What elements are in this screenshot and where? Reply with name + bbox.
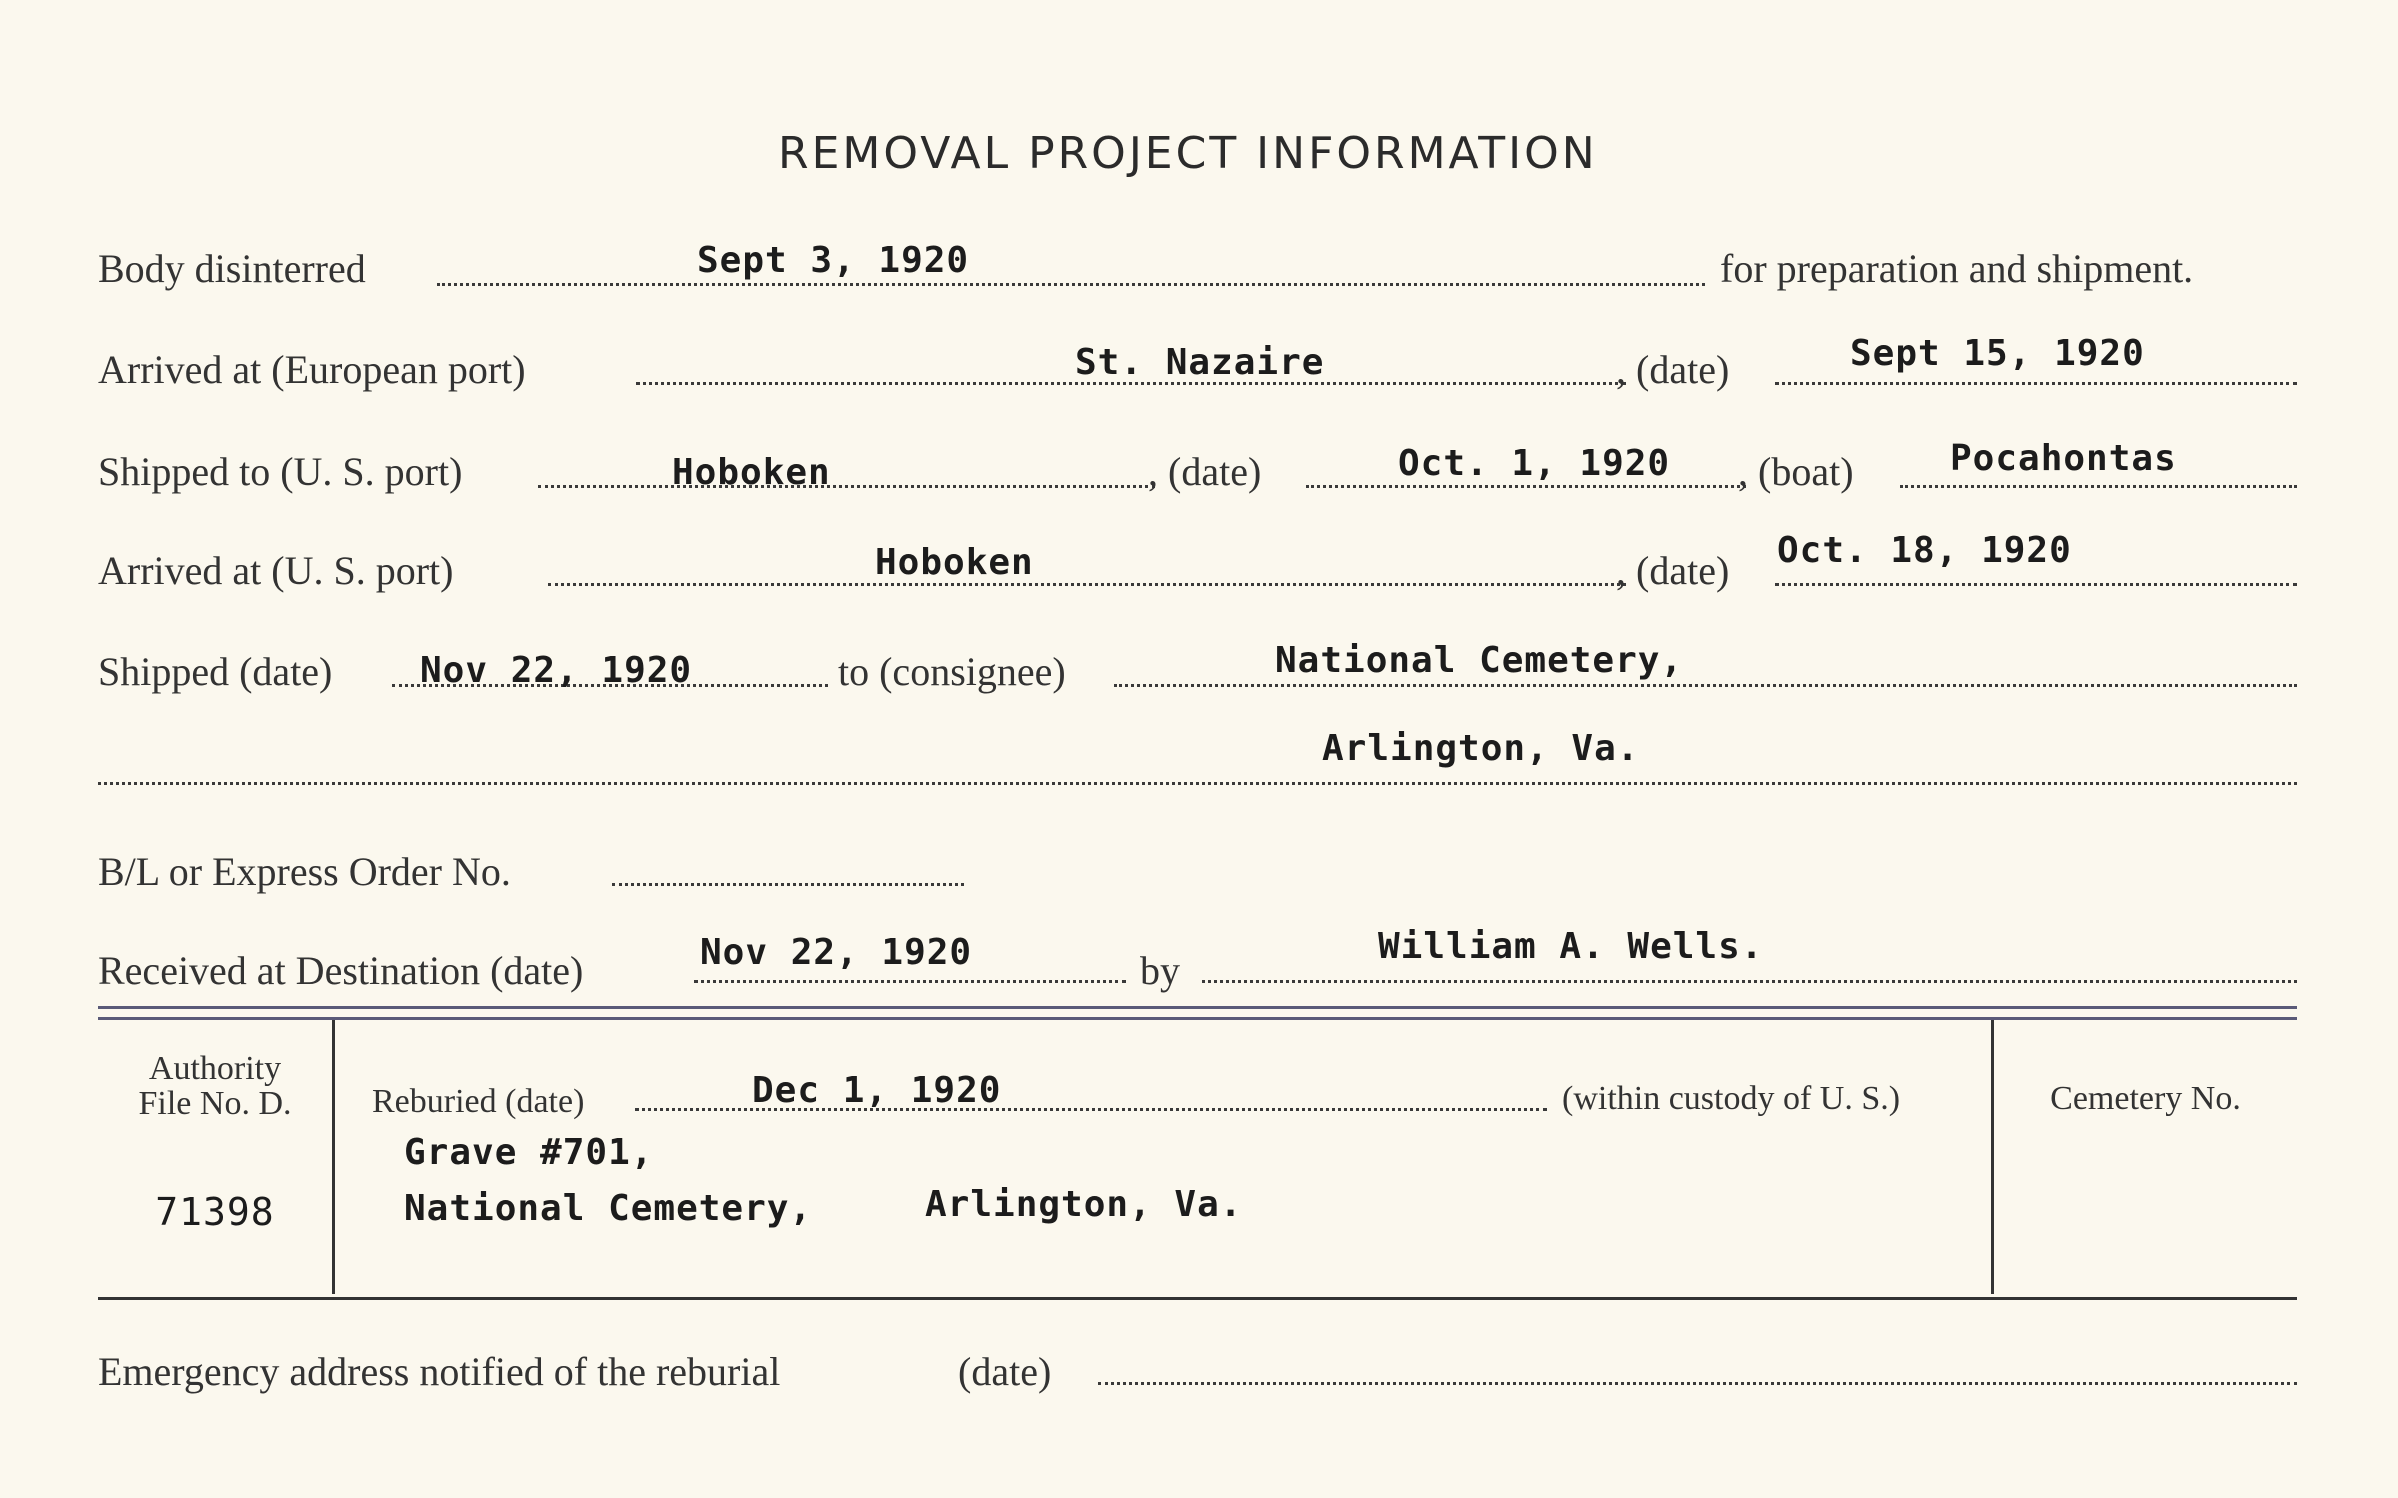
emergency-line — [1098, 1382, 2297, 1385]
consignee-line1: National Cemetery, — [1275, 640, 1684, 681]
custody-note: (within custody of U. S.) — [1562, 1080, 1901, 1117]
eu-port-date-label: , (date) — [1616, 347, 1730, 392]
arrived-us-date-line — [1775, 583, 2297, 586]
arrived-us-value: Hoboken — [875, 542, 1034, 583]
shipped-us-value: Hoboken — [672, 452, 831, 493]
box-divider-left — [332, 1020, 335, 1294]
received-value: Nov 22, 1920 — [700, 932, 973, 973]
eu-port-label: Arrived at (European port) — [98, 347, 526, 392]
double-rule — [98, 1006, 2297, 1020]
bl-label: B/L or Express Order No. — [98, 849, 511, 894]
received-line — [694, 980, 1126, 983]
disinterred-value: Sept 3, 1920 — [697, 240, 970, 281]
card-title: REMOVAL PROJECT INFORMATION — [778, 128, 1598, 179]
reburied-label: Reburied (date) — [372, 1083, 585, 1120]
received-by-line — [1202, 980, 2297, 983]
shipped-us-date-value: Oct. 1, 1920 — [1398, 443, 1671, 484]
grave-line-2b: Arlington, Va. — [925, 1184, 1243, 1225]
reburied-value: Dec 1, 1920 — [752, 1070, 1002, 1111]
consignee-line-2 — [98, 782, 2297, 785]
emergency-date-label: (date) — [958, 1349, 1052, 1394]
consignee-line — [1114, 684, 2297, 687]
consignee-line2: Arlington, Va. — [1322, 728, 1640, 769]
shipped-us-line — [538, 485, 1155, 488]
consignee-label: to (consignee) — [838, 649, 1066, 694]
disinterred-suffix: for preparation and shipment. — [1720, 246, 2194, 291]
authority-label-2: File No. D. — [138, 1085, 292, 1122]
shipped-us-label: Shipped to (U. S. port) — [98, 449, 463, 494]
grave-line-1: Grave #701, — [404, 1132, 654, 1173]
received-by-value: William A. Wells. — [1378, 926, 1764, 967]
arrived-us-line — [548, 583, 1626, 586]
disinterred-line — [437, 283, 1705, 286]
shipped-us-boat-line — [1900, 485, 2297, 488]
arrived-us-label: Arrived at (U. S. port) — [98, 548, 454, 593]
shipped-us-boat-value: Pocahontas — [1950, 438, 2177, 479]
received-label: Received at Destination (date) — [98, 948, 584, 993]
emergency-label: Emergency address notified of the reburial — [98, 1349, 781, 1394]
box-bottom-rule — [98, 1297, 2297, 1300]
shipped-us-date-label: , (date) — [1148, 449, 1262, 494]
shipped-us-boat-label: , (boat) — [1738, 449, 1854, 494]
arrived-us-date-label: , (date) — [1616, 548, 1730, 593]
shipped-date-value: Nov 22, 1920 — [420, 650, 693, 691]
eu-port-date-value: Sept 15, 1920 — [1850, 333, 2145, 374]
file-number: 71398 — [155, 1190, 275, 1234]
shipped-date-label: Shipped (date) — [98, 649, 333, 694]
shipped-us-date-line — [1306, 485, 1746, 488]
arrived-us-date-value: Oct. 18, 1920 — [1777, 530, 2072, 571]
box-divider-right — [1991, 1020, 1994, 1294]
grave-line-2: National Cemetery, — [404, 1188, 813, 1229]
disinterred-label: Body disinterred — [98, 246, 366, 291]
received-by-label: by — [1140, 948, 1180, 993]
eu-port-value: St. Nazaire — [1075, 342, 1325, 383]
bl-line — [612, 883, 964, 886]
cemetery-no-label: Cemetery No. — [2050, 1080, 2241, 1117]
eu-port-date-line — [1775, 382, 2297, 385]
authority-label-1: Authority — [148, 1050, 282, 1087]
